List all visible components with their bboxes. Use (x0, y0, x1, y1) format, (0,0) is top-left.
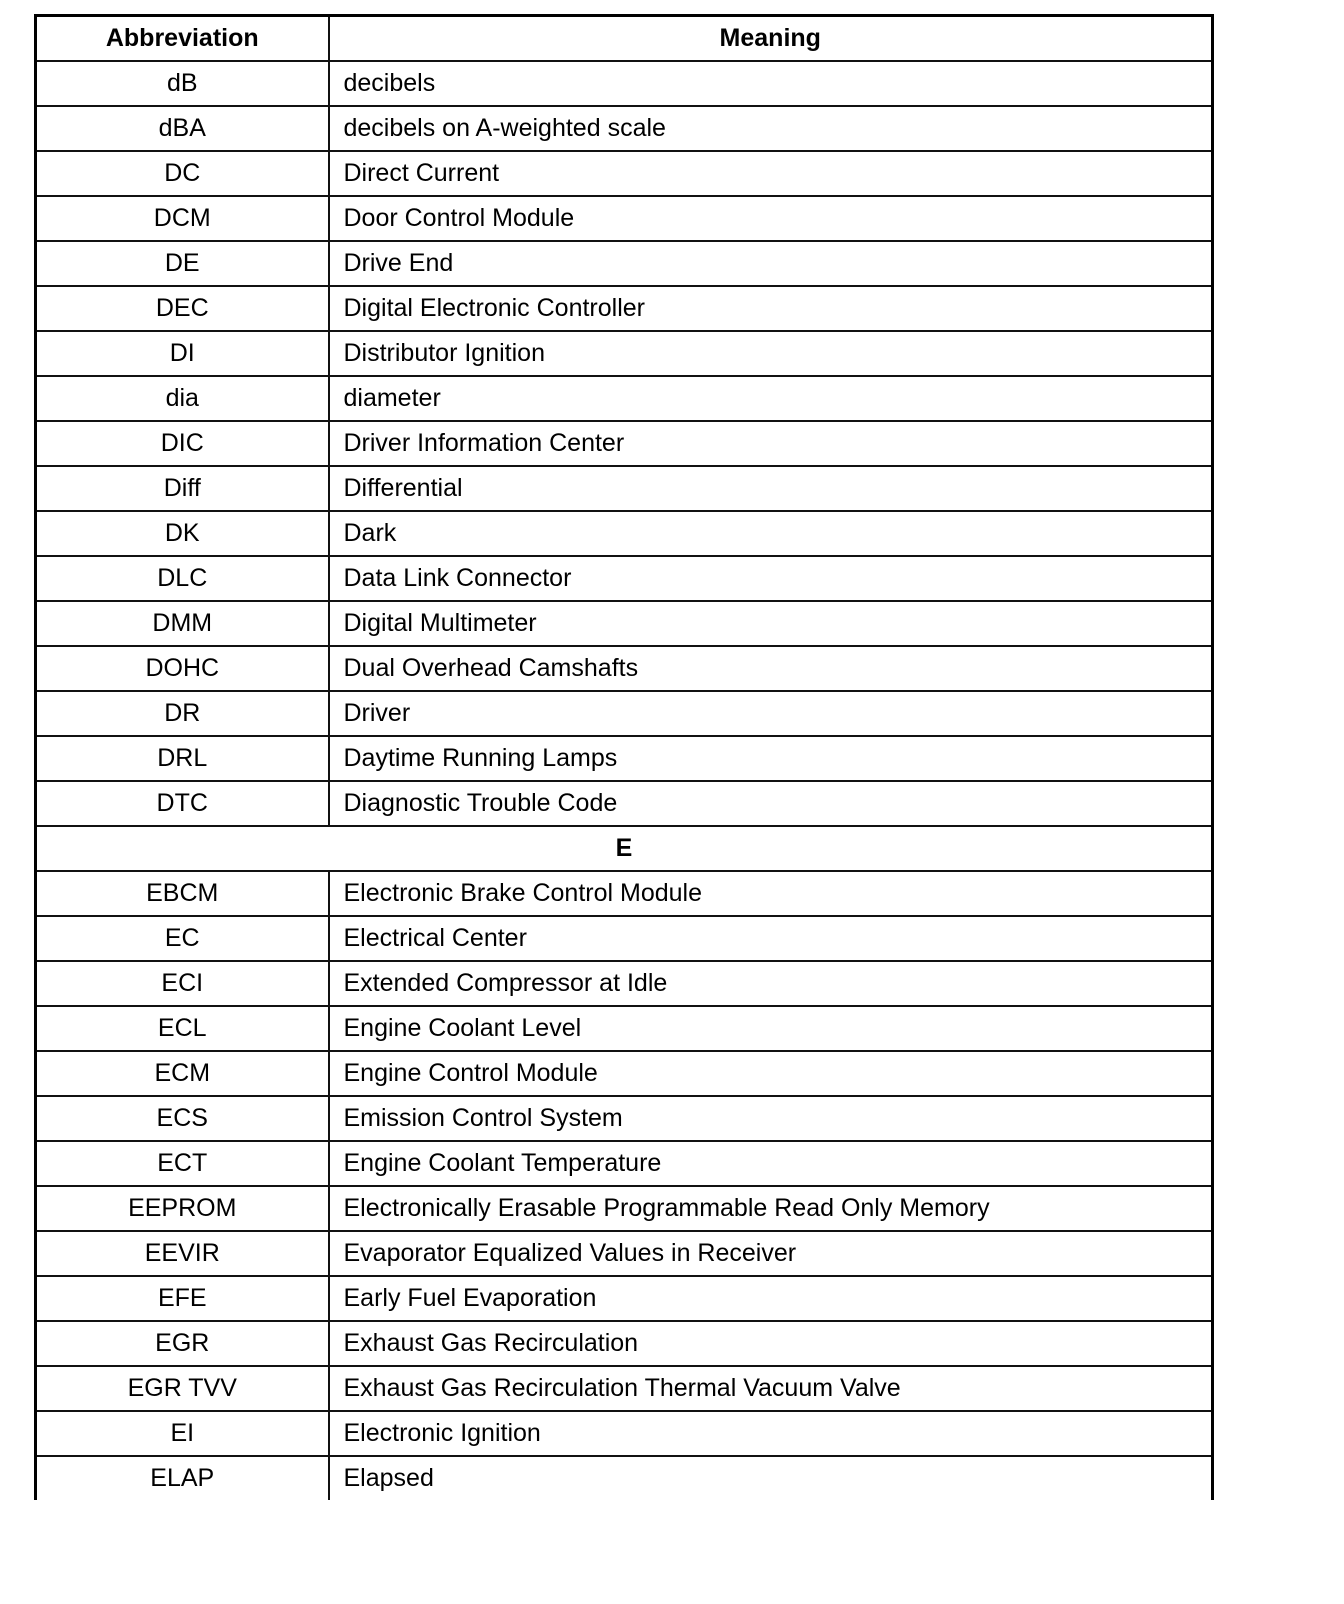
abbreviation-cell: ECM (36, 1051, 329, 1096)
meaning-cell: Electrical Center (329, 916, 1213, 961)
abbreviation-cell: ELAP (36, 1456, 329, 1500)
meaning-cell: Emission Control System (329, 1096, 1213, 1141)
table-row (36, 331, 1213, 376)
meaning-header: Meaning (329, 16, 1213, 62)
meaning-cell: Dual Overhead Camshafts (329, 646, 1213, 691)
abbreviation-cell: DOHC (36, 646, 329, 691)
meaning-cell: Digital Multimeter (329, 601, 1213, 646)
table-row (36, 736, 1213, 781)
meaning-cell: Daytime Running Lamps (329, 736, 1213, 781)
meaning-cell: Data Link Connector (329, 556, 1213, 601)
meaning-cell: Engine Coolant Level (329, 1006, 1213, 1051)
abbreviation-cell: EGR TVV (36, 1366, 329, 1411)
abbreviation-cell: DEC (36, 286, 329, 331)
abbreviation-cell: ECI (36, 961, 329, 1006)
table-row (36, 646, 1213, 691)
abbreviation-cell: DLC (36, 556, 329, 601)
abbreviation-cell: dB (36, 61, 329, 106)
table-row (36, 286, 1213, 331)
abbreviation-cell: DCM (36, 196, 329, 241)
table-row (36, 466, 1213, 511)
meaning-cell: diameter (329, 376, 1213, 421)
table-row (36, 1096, 1213, 1141)
abbreviation-cell: Diff (36, 466, 329, 511)
abbreviation-cell: EI (36, 1411, 329, 1456)
header-row (36, 16, 1213, 62)
abbreviation-cell: DRL (36, 736, 329, 781)
meaning-cell: Diagnostic Trouble Code (329, 781, 1213, 826)
abbreviation-cell: DR (36, 691, 329, 736)
table-row (36, 241, 1213, 286)
table-row (36, 556, 1213, 601)
meaning-cell: Early Fuel Evaporation (329, 1276, 1213, 1321)
table-row (36, 511, 1213, 556)
abbreviation-cell: ECT (36, 1141, 329, 1186)
meaning-cell: Electronic Brake Control Module (329, 871, 1213, 916)
abbreviation-cell: dia (36, 376, 329, 421)
table-row (36, 961, 1213, 1006)
meaning-cell: Direct Current (329, 151, 1213, 196)
table-row (36, 1456, 1213, 1500)
meaning-cell: decibels on A-weighted scale (329, 106, 1213, 151)
table-row (36, 916, 1213, 961)
table-row (36, 781, 1213, 826)
table-row (36, 1321, 1213, 1366)
meaning-cell: Engine Control Module (329, 1051, 1213, 1096)
table-row (36, 871, 1213, 916)
abbreviation-header: Abbreviation (36, 16, 329, 62)
abbreviation-cell: EBCM (36, 871, 329, 916)
meaning-cell: Distributor Ignition (329, 331, 1213, 376)
abbreviation-cell: EGR (36, 1321, 329, 1366)
table-row (36, 601, 1213, 646)
abbreviation-cell: DI (36, 331, 329, 376)
abbreviation-cell: ECL (36, 1006, 329, 1051)
table-row (36, 151, 1213, 196)
abbreviation-cell: EC (36, 916, 329, 961)
table-row (36, 421, 1213, 466)
table-row (36, 1366, 1213, 1411)
meaning-cell: Exhaust Gas Recirculation Thermal Vacuum Valve (329, 1366, 1213, 1411)
abbreviation-cell: EEVIR (36, 1231, 329, 1276)
meaning-cell: Driver Information Center (329, 421, 1213, 466)
abbreviation-cell: dBA (36, 106, 329, 151)
table-row (36, 1276, 1213, 1321)
abbreviation-cell: DE (36, 241, 329, 286)
table-row (36, 106, 1213, 151)
abbreviation-cell: DK (36, 511, 329, 556)
section-row (36, 826, 1213, 871)
table-row (36, 1186, 1213, 1231)
abbreviation-cell: DMM (36, 601, 329, 646)
abbreviation-cell: DIC (36, 421, 329, 466)
table-row (36, 376, 1213, 421)
abbreviations-table (34, 14, 1214, 1500)
meaning-cell: decibels (329, 61, 1213, 106)
meaning-cell: Digital Electronic Controller (329, 286, 1213, 331)
abbreviation-cell: EEPROM (36, 1186, 329, 1231)
table-row (36, 1006, 1213, 1051)
meaning-cell: Engine Coolant Temperature (329, 1141, 1213, 1186)
meaning-cell: Evaporator Equalized Values in Receiver (329, 1231, 1213, 1276)
abbreviation-cell: EFE (36, 1276, 329, 1321)
table-row (36, 1141, 1213, 1186)
abbreviation-cell: DC (36, 151, 329, 196)
table-row (36, 1051, 1213, 1096)
section-heading: E (36, 826, 1213, 871)
meaning-cell: Extended Compressor at Idle (329, 961, 1213, 1006)
meaning-cell: Electronic Ignition (329, 1411, 1213, 1456)
meaning-cell: Dark (329, 511, 1213, 556)
meaning-cell: Exhaust Gas Recirculation (329, 1321, 1213, 1366)
meaning-cell: Differential (329, 466, 1213, 511)
table-row (36, 61, 1213, 106)
meaning-cell: Driver (329, 691, 1213, 736)
meaning-cell: Door Control Module (329, 196, 1213, 241)
abbreviation-cell: ECS (36, 1096, 329, 1141)
table-row (36, 196, 1213, 241)
meaning-cell: Elapsed (329, 1456, 1213, 1500)
abbreviation-cell: DTC (36, 781, 329, 826)
meaning-cell: Electronically Erasable Programmable Read Only Memory (329, 1186, 1213, 1231)
table-row (36, 1231, 1213, 1276)
meaning-cell: Drive End (329, 241, 1213, 286)
table-row (36, 1411, 1213, 1456)
table-row (36, 691, 1213, 736)
